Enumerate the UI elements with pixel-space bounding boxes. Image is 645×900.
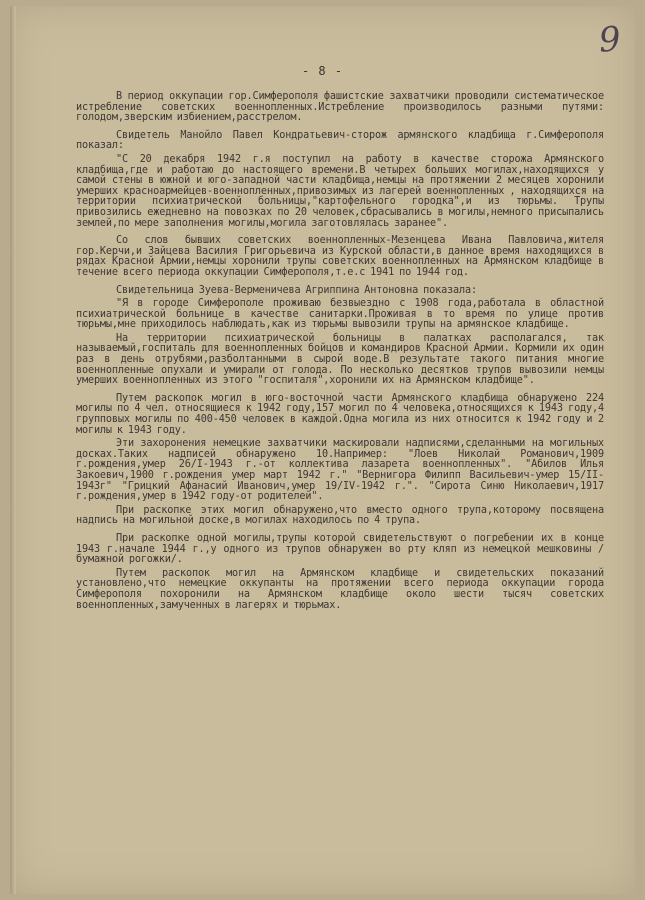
paragraph: "Я в городе Симферополе проживаю безвыездно с 1908 года,работала в областной психиатрической больнице в качестве санитарки.Проживая в то время по улице против тюрьмы,мне приходилось наблюдать,как из тюрьмы вывозили трупы на армянское кладбище. — [76, 298, 604, 331]
archive-page-number: 9 — [597, 19, 623, 61]
paragraph: На территории психиатрической больницы в палатках располагался, так называемый,госпиталь для военнопленных бойцов и командиров Красной Армии. Кормили их один раз в день отрубями,разболтанными в сырой воде.В результате такого питания многие военнопленные опухали и умирали от голода. По несколько десятков трупов вывозили немцы умерших военнопленных из этого "госпиталя",хоронили их на Армянском кладбище". — [76, 332, 604, 387]
paragraph: При раскопке одной могилы,трупы которой свидетельствуют о погребении их в конце 1943 г.начале 1944 г.,у одного из трупов обнаружен во рту кляп из немецкой мешковины /бумажной рогожки/. — [76, 532, 604, 566]
document-body — [76, 92, 604, 614]
page-edge — [10, 6, 16, 894]
paragraph: Путем раскопок могил на Армянском кладбище и свидетельских показаний установлено,что немецкие оккупанты на протяжении всего периода оккупации города Симферополя похоронили на Армянском кладбище около шести тысяч советских военнопленных,замученных в лагерях и тюрьмах. — [76, 567, 604, 611]
paragraph: Свидетельница Зуева-Верменичева Агриппина Антоновна показала: — [116, 284, 477, 296]
paragraph: Эти захоронения немецкие захватчики маскировали надписями,сделанными на могильных досках.Таких надписей обнаружено 10.Например: "Лоев Николай Романович,1909 г.рождения,умер 26/I-1943 г.-от коллектива лазарета военнопленных". "Абилов Илья Закоевич,1900 г.рождения умер март 1942 г." "Вернигора Филипп Васильевич-умер 15/II-1943г" "Грицкий Афанасий Иванович,умер 19/IV-1942 г.". "Сирота Синю Николаевич,1917 г.рождения,умер в 1942 году-от родителей". — [76, 438, 604, 503]
paragraph: Со слов бывших советских военнопленных-Мезенцева Ивана Павловича,жителя гор.Керчи,и Зайцева Василия Григорьевича из Курской области,в данное время находящихся в рядах Красной Армии,немцы хоронили трупы советских военнопленных на Армянском кладбище в течение всего периода оккупации Симферополя,т.е.с 1941 по 1944 год. — [76, 235, 604, 278]
paragraph: "С 20 декабря 1942 г.я поступил на работу в качестве сторожа Армянского кладбища,где и работаю до настоящего времени.В четырех больших могилах,находящихся у самой стены в южной и юго-западной части кладбища,немцы на протяжении 2 месяцев хоронили умерших красноармейцев-военнопленных,привозимых из лагерей военнопленных , находящихся на территории психиатрической больницы,"картофельного городка",и из тюрьмы. Трупы привозились ежедневно на повозках по 20 человек,сбрасывались в могилы,немного присыпались землей,по мере заполнения могилы,могила заготовлялась заранее". — [76, 153, 604, 229]
paragraph: При раскопке этих могил обнаружено,что вместо одного трупа,которому посвящена надпись на могильной доске,в могилах находилось по 4 трупа. — [76, 504, 604, 527]
paragraph: Путем раскопок могил в юго-восточной части Армянского кладбища обнаружено 224 могилы по 4 чел. относящиеся к 1942 году,157 могил по 4 человека,относящихся к 1943 году,4 групповых могилы по 400-450 человек в каждой.Одна могила из них относится к 1942 году и 2 могилы к 1943 году. — [76, 392, 604, 436]
page-number: - 8 - — [301, 64, 344, 78]
paragraph: Свидетель Манойло Павел Кондратьевич-сторож армянского кладбища г.Симферополя показал: — [76, 129, 604, 152]
paragraph: В период оккупации гор.Симферополя фашистские захватчики проводили систематическое истребление советских военнопленных.Истребление производилось разными путями: голодом,зверским избиением,расстрелом. — [76, 91, 604, 124]
